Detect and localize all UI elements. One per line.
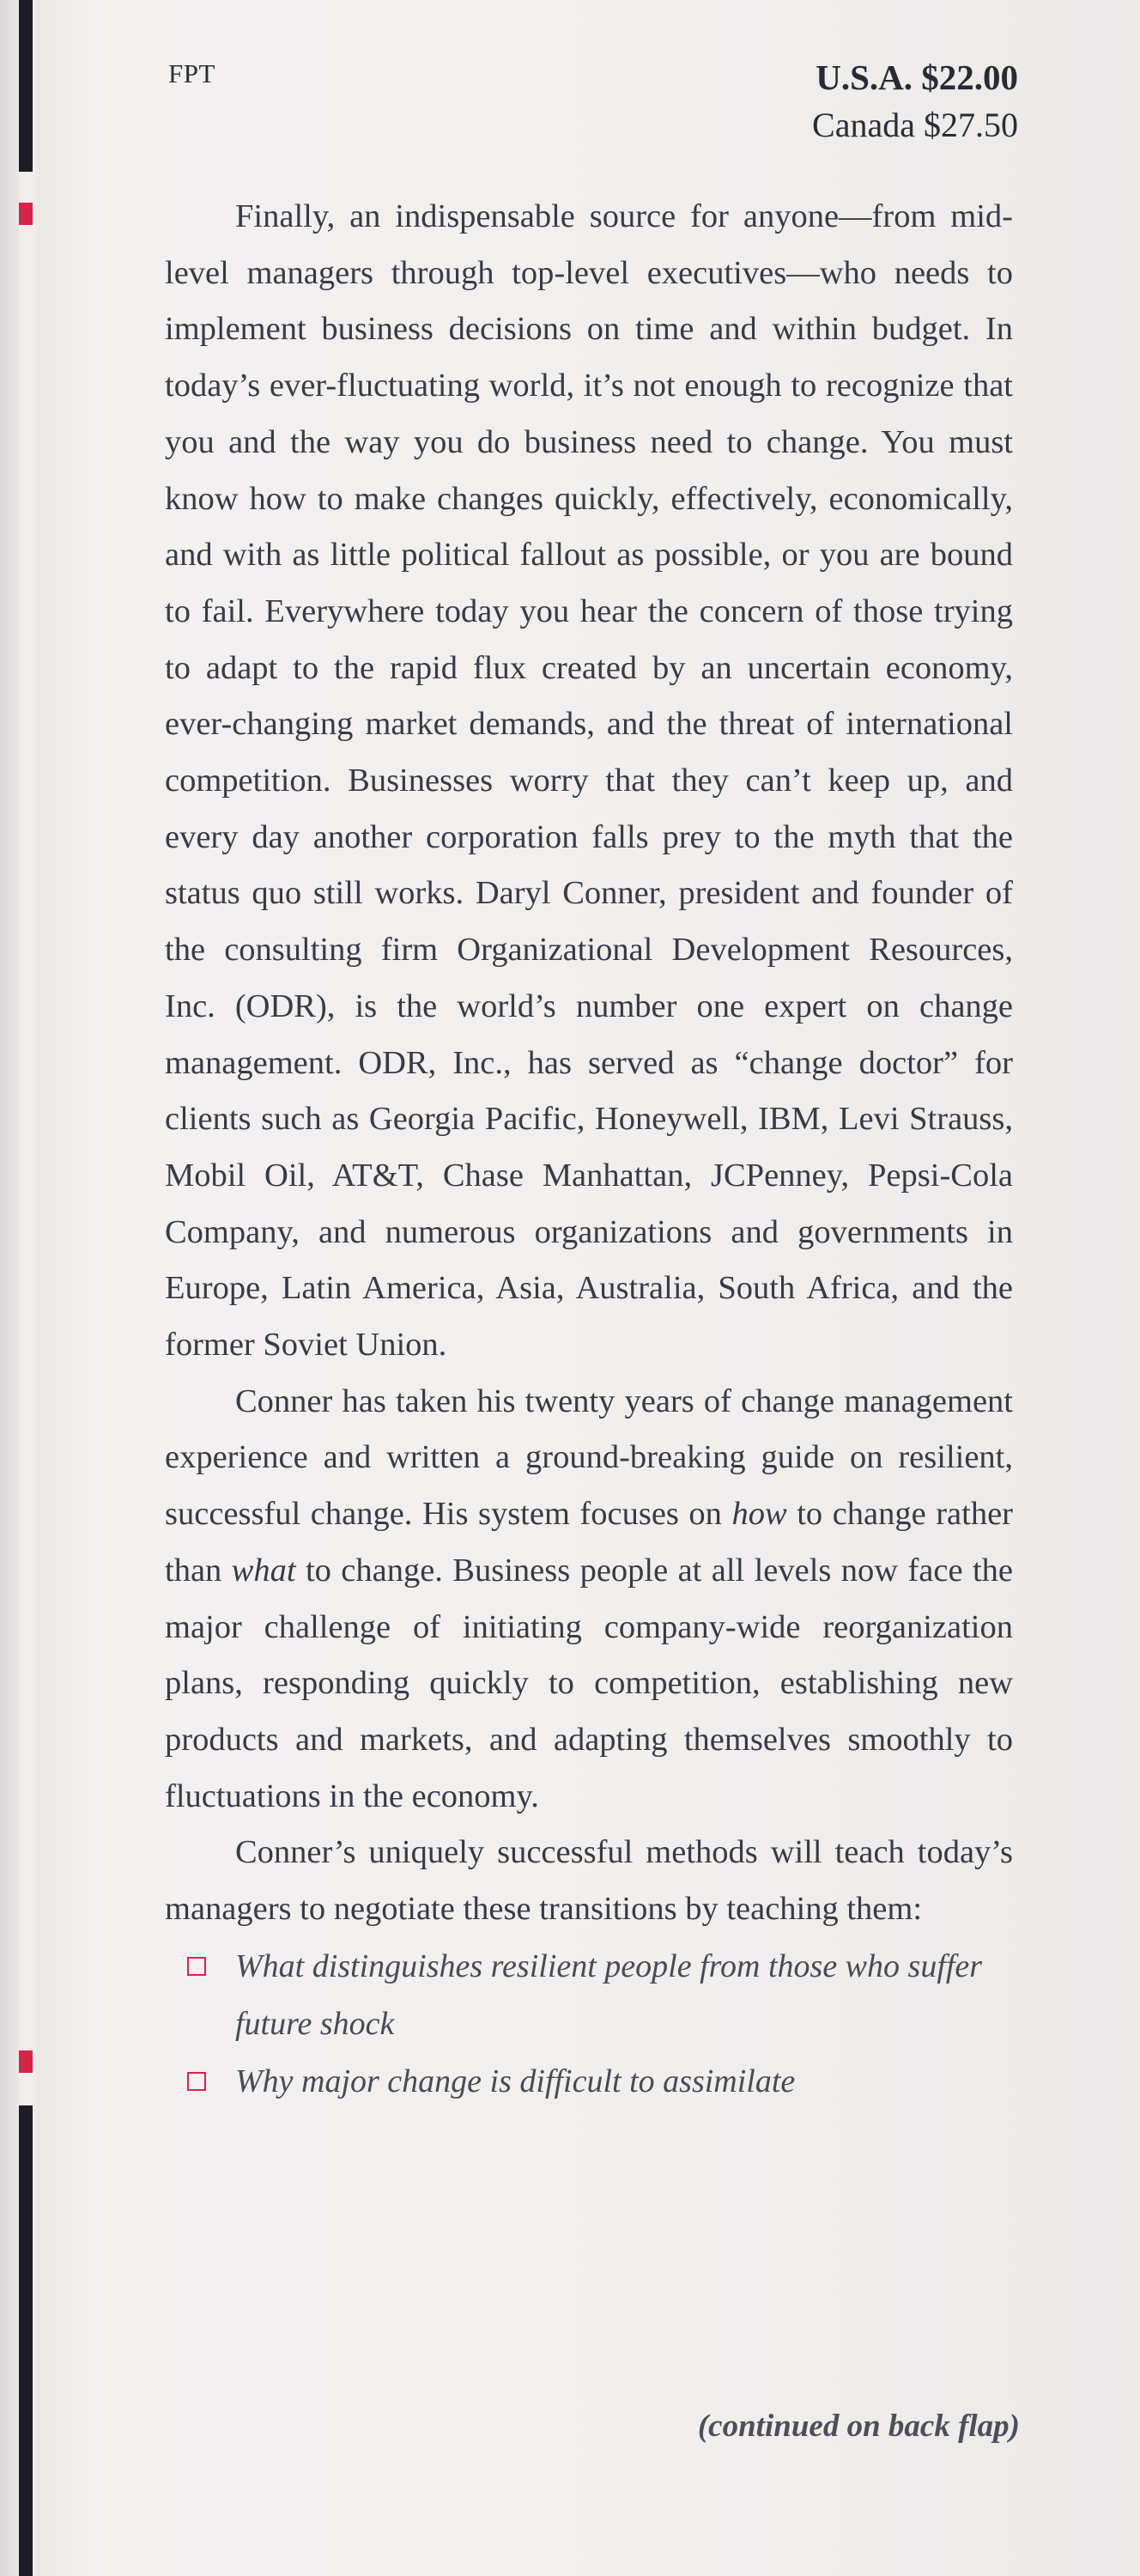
paragraph-conner-system: [165, 1374, 1013, 1826]
checkbox-bullet-icon: [187, 2072, 206, 2091]
page-edge-shadow: [0, 0, 19, 2576]
paragraph-methods: Conner’s uniquely successful methods will teach today’s managers to negotiate these transitions by teaching them:: [165, 1834, 1013, 1928]
list-item: [187, 2053, 1013, 2111]
emphasis-how: how: [731, 1496, 787, 1533]
checkbox-bullet-icon: [187, 1957, 206, 1976]
price-usa: U.S.A. $22.00: [816, 58, 1018, 97]
list-item: [187, 1938, 1013, 2053]
price-canada: Canada $27.50: [812, 106, 1018, 144]
catalog-code: FPT: [168, 58, 215, 88]
paragraph-intro: Finally, an indispensable source for anyone—from mid-level managers through top-level executives—who needs to implement business decisions on time and within budget. In today’s ever-fluctuating world, it’s not enough to recognize that you and the way you do business need to change. You must know how to make changes quickly, effectively, economically, and with as little political fallout as possible, or you are bound to fail. Everywhere today you hear the concern of those trying to adapt to the rapid flux created by an uncertain economy, ever-changing market demands, and the threat of international competition. Businesses worry that they can’t keep up, and every day another corporation falls prey to the myth that the status quo still works. Daryl Conner, president and founder of the consulting firm Organizational Development Resources, Inc. (ODR), is the world’s number one expert on change management. ODR, Inc., has served as “change doctor” for clients such as Georgia Pacific, Honeywell, IBM, Levi Strauss, Mobil Oil, AT&T, Chase Manhattan, JCPenney, Pepsi-Cola Company, and numerous organizations and governments in Europe, Latin America, Asia, Australia, South Africa, and the former Soviet Union.: [165, 198, 1013, 1364]
para2-part3: to change. Business people at all levels now face the major challenge of initiating company-wide reorganization plans, responding quickly to competition, establishing new products and markets, and adapting themselves smoothly to fluctuations in the economy.: [165, 1552, 1013, 1814]
spine-stripe-red-top: [19, 203, 33, 225]
bullet-list: [165, 1938, 1013, 2111]
spine-stripe-red-bottom: [19, 2050, 33, 2073]
flap-copy: [165, 189, 1013, 2111]
para2-part2: to change rather than: [165, 1496, 1014, 1589]
spine-stripe-black-bottom: [19, 2105, 33, 2576]
emphasis-what: what: [231, 1552, 296, 1589]
bullet-text: Why major change is difficult to assimilate: [235, 2063, 796, 2099]
para2-part1: Conner has taken his twenty years of change management experience and written a ground-breaking guide on resilient, successful change. His system focuses on: [165, 1382, 1013, 1533]
spine-stripe-black-top: [19, 0, 33, 172]
price-header: [168, 58, 1018, 153]
continued-note: (continued on back flap): [697, 2409, 1020, 2444]
bullet-text: What distinguishes resilient people from those who suffer future shock: [235, 1947, 983, 2042]
